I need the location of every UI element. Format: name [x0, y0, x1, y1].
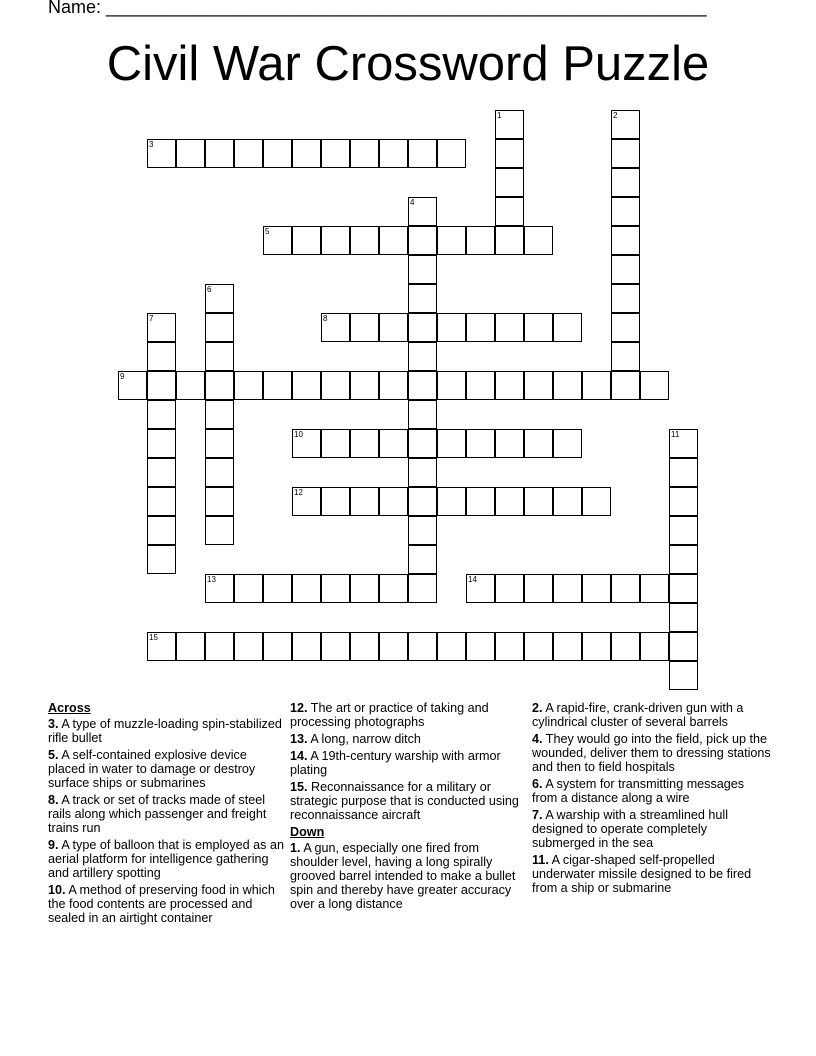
grid-cell[interactable]: [611, 574, 640, 603]
grid-cell[interactable]: [524, 487, 553, 516]
clue-text: They would go into the field, pick up the wounded, deliver them to dressing stations and then to field hospitals: [532, 732, 771, 774]
grid-cell[interactable]: [669, 603, 698, 632]
grid-cell[interactable]: [408, 342, 437, 371]
grid-cell[interactable]: [147, 139, 176, 168]
grid-cell[interactable]: [205, 342, 234, 371]
clue-item: [48, 838, 284, 880]
grid-cell[interactable]: [350, 226, 379, 255]
grid-cell[interactable]: [205, 632, 234, 661]
clue-number: 8: [323, 314, 328, 323]
grid-cell[interactable]: [234, 632, 263, 661]
grid-cell[interactable]: [350, 632, 379, 661]
grid-cell[interactable]: [611, 255, 640, 284]
grid-cell[interactable]: [379, 487, 408, 516]
grid-cell[interactable]: [669, 516, 698, 545]
clue-number: 15: [149, 633, 158, 642]
grid-cell[interactable]: [640, 371, 669, 400]
grid-cell[interactable]: [408, 226, 437, 255]
grid-cell[interactable]: [495, 371, 524, 400]
clue-item: [48, 793, 284, 835]
grid-cell[interactable]: [263, 371, 292, 400]
grid-cell[interactable]: [205, 313, 234, 342]
grid-cell[interactable]: [466, 226, 495, 255]
grid-cell[interactable]: [437, 429, 466, 458]
grid-cell[interactable]: [640, 574, 669, 603]
clue-number: 10: [294, 430, 303, 439]
clue-number: 5: [265, 227, 270, 236]
clue-item: [48, 748, 284, 790]
grid-cell[interactable]: [408, 313, 437, 342]
clue-number: 1: [497, 111, 502, 120]
clue-number: 6.: [532, 777, 543, 791]
grid-cell[interactable]: [611, 313, 640, 342]
grid-cell[interactable]: [408, 545, 437, 574]
grid-cell[interactable]: [437, 313, 466, 342]
clue-item: [532, 853, 772, 895]
grid-cell[interactable]: [147, 342, 176, 371]
clue-number: 8.: [48, 793, 59, 807]
grid-cell[interactable]: [147, 632, 176, 661]
grid-cell[interactable]: [437, 632, 466, 661]
clue-item: [48, 883, 284, 925]
clue-item: [532, 732, 772, 774]
clue-item: [532, 808, 772, 850]
grid-cell[interactable]: [466, 429, 495, 458]
grid-cell[interactable]: [611, 197, 640, 226]
clue-text: A rapid-fire, crank-driven gun with a cylindrical cluster of several barrels: [532, 701, 744, 729]
clue-text: The art or practice of taking and processing photographs: [290, 701, 489, 729]
grid-cell[interactable]: [408, 516, 437, 545]
grid-cell[interactable]: [524, 429, 553, 458]
grid-cell[interactable]: [350, 139, 379, 168]
down-heading: Down: [290, 825, 325, 839]
grid-cell[interactable]: [408, 400, 437, 429]
grid-cell[interactable]: [408, 197, 437, 226]
grid-cell[interactable]: [466, 371, 495, 400]
grid-cell[interactable]: [379, 429, 408, 458]
grid-cell[interactable]: [176, 371, 205, 400]
grid-cell[interactable]: [350, 313, 379, 342]
grid-cell[interactable]: [611, 168, 640, 197]
grid-cell[interactable]: [582, 574, 611, 603]
grid-cell[interactable]: [553, 487, 582, 516]
clue-number: 10.: [48, 883, 66, 897]
grid-cell[interactable]: [263, 226, 292, 255]
clue-number: 13: [207, 575, 216, 584]
grid-cell[interactable]: [582, 371, 611, 400]
grid-cell[interactable]: [205, 429, 234, 458]
grid-cell[interactable]: [321, 574, 350, 603]
grid-cell[interactable]: [292, 371, 321, 400]
grid-cell[interactable]: [205, 574, 234, 603]
grid-cell[interactable]: [553, 313, 582, 342]
clue-number: 14.: [290, 749, 308, 763]
grid-cell[interactable]: [350, 429, 379, 458]
grid-cell[interactable]: [408, 458, 437, 487]
grid-cell[interactable]: [147, 313, 176, 342]
clue-text: A warship with a streamlined hull designed to operate completely submerged in the sea: [532, 808, 729, 850]
grid-cell[interactable]: [437, 371, 466, 400]
grid-cell[interactable]: [321, 139, 350, 168]
clue-number: 9: [120, 372, 125, 381]
clue-number: 12.: [290, 701, 308, 715]
clue-item: [290, 841, 526, 911]
grid-cell[interactable]: [379, 574, 408, 603]
grid-cell[interactable]: [379, 632, 408, 661]
grid-cell[interactable]: [669, 429, 698, 458]
grid-cell[interactable]: [379, 226, 408, 255]
name-field-label[interactable]: Name: ____________________________________________________________: [48, 0, 707, 17]
grid-cell[interactable]: [147, 371, 176, 400]
grid-cell[interactable]: [379, 139, 408, 168]
across-clue-list-continued: [290, 701, 526, 822]
grid-cell[interactable]: [495, 429, 524, 458]
grid-cell[interactable]: [292, 574, 321, 603]
grid-cell[interactable]: [611, 226, 640, 255]
grid-cell[interactable]: [321, 226, 350, 255]
clue-number: 7: [149, 314, 154, 323]
grid-cell[interactable]: [321, 632, 350, 661]
grid-cell[interactable]: [495, 168, 524, 197]
clue-number: 2: [613, 111, 618, 120]
grid-cell[interactable]: [321, 313, 350, 342]
grid-cell[interactable]: [205, 458, 234, 487]
grid-cell[interactable]: [669, 487, 698, 516]
grid-cell[interactable]: [205, 284, 234, 313]
clue-text: A 19th-century warship with armor plating: [290, 749, 501, 777]
clue-text: A type of muzzle-loading spin-stabilized rifle bullet: [48, 717, 282, 745]
grid-cell[interactable]: [611, 284, 640, 313]
grid-cell[interactable]: [437, 226, 466, 255]
clue-number: 5.: [48, 748, 59, 762]
clue-text: A long, narrow ditch: [307, 732, 421, 746]
grid-cell[interactable]: [205, 139, 234, 168]
clue-number: 13.: [290, 732, 308, 746]
grid-cell[interactable]: [524, 226, 553, 255]
grid-cell[interactable]: [611, 632, 640, 661]
grid-cell[interactable]: [205, 516, 234, 545]
grid-cell[interactable]: [611, 342, 640, 371]
grid-cell[interactable]: [321, 429, 350, 458]
grid-cell[interactable]: [582, 487, 611, 516]
grid-cell[interactable]: [553, 429, 582, 458]
across-clue-list: [48, 717, 284, 925]
grid-cell[interactable]: [553, 574, 582, 603]
clue-text: Reconnaissance for a military or strategic purpose that is conducted using reconnaissance aircraft: [290, 780, 519, 822]
grid-cell[interactable]: [350, 487, 379, 516]
grid-cell[interactable]: [495, 487, 524, 516]
down-clue-list-continued: [532, 701, 772, 895]
clue-number: 1.: [290, 841, 301, 855]
grid-cell[interactable]: [524, 632, 553, 661]
clue-number: 11: [671, 430, 680, 439]
down-clue-list: [290, 841, 526, 911]
grid-cell[interactable]: [553, 371, 582, 400]
clue-item: [290, 749, 526, 777]
clue-text: A track or set of tracks made of steel rails along which passenger and freight trains run: [48, 793, 267, 835]
grid-cell[interactable]: [263, 139, 292, 168]
clue-number: 4: [410, 198, 415, 207]
clue-number: 15.: [290, 780, 308, 794]
clue-text: A self-contained explosive device placed in water to damage or destroy surface ships or submarines: [48, 748, 256, 790]
grid-cell[interactable]: [495, 110, 524, 139]
clue-item: [532, 777, 772, 805]
grid-cell[interactable]: [611, 139, 640, 168]
grid-cell[interactable]: [495, 197, 524, 226]
grid-cell[interactable]: [321, 371, 350, 400]
clue-item: [290, 732, 526, 746]
grid-cell[interactable]: [118, 371, 147, 400]
grid-cell[interactable]: [466, 632, 495, 661]
clue-number: 4.: [532, 732, 543, 746]
grid-cell[interactable]: [408, 371, 437, 400]
clue-text: A system for transmitting messages from a distance along a wire: [532, 777, 745, 805]
grid-cell[interactable]: [292, 226, 321, 255]
grid-cell[interactable]: [292, 139, 321, 168]
across-heading: Across: [48, 701, 91, 715]
grid-cell[interactable]: [147, 487, 176, 516]
clue-number: 14: [468, 575, 477, 584]
grid-cell[interactable]: [147, 429, 176, 458]
grid-cell[interactable]: [205, 487, 234, 516]
clue-item: [48, 717, 284, 745]
clue-item: [290, 701, 526, 729]
grid-cell[interactable]: [495, 139, 524, 168]
grid-cell[interactable]: [495, 313, 524, 342]
grid-cell[interactable]: [669, 632, 698, 661]
grid-cell[interactable]: [147, 400, 176, 429]
clue-text: A method of preserving food in which the food contents are processed and sealed in an airtight container: [48, 883, 275, 925]
grid-cell[interactable]: [408, 429, 437, 458]
grid-cell[interactable]: [582, 632, 611, 661]
clue-number: 2.: [532, 701, 543, 715]
grid-cell[interactable]: [205, 400, 234, 429]
grid-cell[interactable]: [234, 574, 263, 603]
clue-number: 7.: [532, 808, 543, 822]
clues-column-2: [290, 701, 526, 914]
grid-cell[interactable]: [437, 139, 466, 168]
grid-cell[interactable]: [263, 574, 292, 603]
grid-cell[interactable]: [640, 632, 669, 661]
clue-text: A cigar-shaped self-propelled underwater missile designed to be fired from a ship or submarine: [532, 853, 752, 895]
grid-cell[interactable]: [669, 545, 698, 574]
grid-cell[interactable]: [379, 313, 408, 342]
clue-text: A gun, especially one fired from shoulder level, having a long spirally grooved barrel intended to make a bullet spin and thereby have greater accuracy over a long distance: [290, 841, 516, 911]
clue-number: 3: [149, 140, 154, 149]
clue-text: A type of balloon that is employed as an aerial platform for intelligence gathering and artillery spotting: [48, 838, 284, 880]
grid-cell[interactable]: [147, 545, 176, 574]
grid-cell[interactable]: [292, 632, 321, 661]
grid-cell[interactable]: [234, 139, 263, 168]
grid-cell[interactable]: [466, 574, 495, 603]
grid-cell[interactable]: [408, 487, 437, 516]
grid-cell[interactable]: [408, 632, 437, 661]
grid-cell[interactable]: [495, 632, 524, 661]
grid-cell[interactable]: [611, 371, 640, 400]
clue-number: 9.: [48, 838, 59, 852]
grid-cell[interactable]: [379, 371, 408, 400]
grid-cell[interactable]: [234, 371, 263, 400]
grid-cell[interactable]: [263, 632, 292, 661]
grid-cell[interactable]: [408, 284, 437, 313]
clues-column-3: [532, 701, 772, 898]
grid-cell[interactable]: [350, 574, 379, 603]
grid-cell[interactable]: [669, 458, 698, 487]
grid-cell[interactable]: [524, 313, 553, 342]
grid-cell[interactable]: [176, 139, 205, 168]
grid-cell[interactable]: [669, 574, 698, 603]
grid-cell[interactable]: [408, 574, 437, 603]
grid-cell[interactable]: [321, 487, 350, 516]
grid-cell[interactable]: [495, 574, 524, 603]
clues-column-1: [48, 701, 284, 928]
grid-cell[interactable]: [408, 255, 437, 284]
grid-cell[interactable]: [611, 110, 640, 139]
grid-cell[interactable]: [495, 226, 524, 255]
grid-cell[interactable]: [292, 429, 321, 458]
grid-cell[interactable]: [147, 458, 176, 487]
clue-number: 6: [207, 285, 212, 294]
grid-cell[interactable]: [147, 516, 176, 545]
grid-cell[interactable]: [524, 574, 553, 603]
clue-number: 3.: [48, 717, 59, 731]
clue-item: [532, 701, 772, 729]
clue-item: [290, 780, 526, 822]
grid-cell[interactable]: [466, 487, 495, 516]
grid-cell[interactable]: [292, 487, 321, 516]
grid-cell[interactable]: [466, 313, 495, 342]
grid-cell[interactable]: [524, 371, 553, 400]
grid-cell[interactable]: [176, 632, 205, 661]
grid-cell[interactable]: [350, 371, 379, 400]
clue-number: 12: [294, 488, 303, 497]
clue-number: 11.: [532, 853, 549, 867]
page-title: Civil War Crossword Puzzle: [106, 37, 710, 91]
grid-cell[interactable]: [553, 632, 582, 661]
grid-cell[interactable]: [205, 371, 234, 400]
grid-cell[interactable]: [437, 487, 466, 516]
grid-cell[interactable]: [408, 139, 437, 168]
grid-cell[interactable]: [669, 661, 698, 690]
